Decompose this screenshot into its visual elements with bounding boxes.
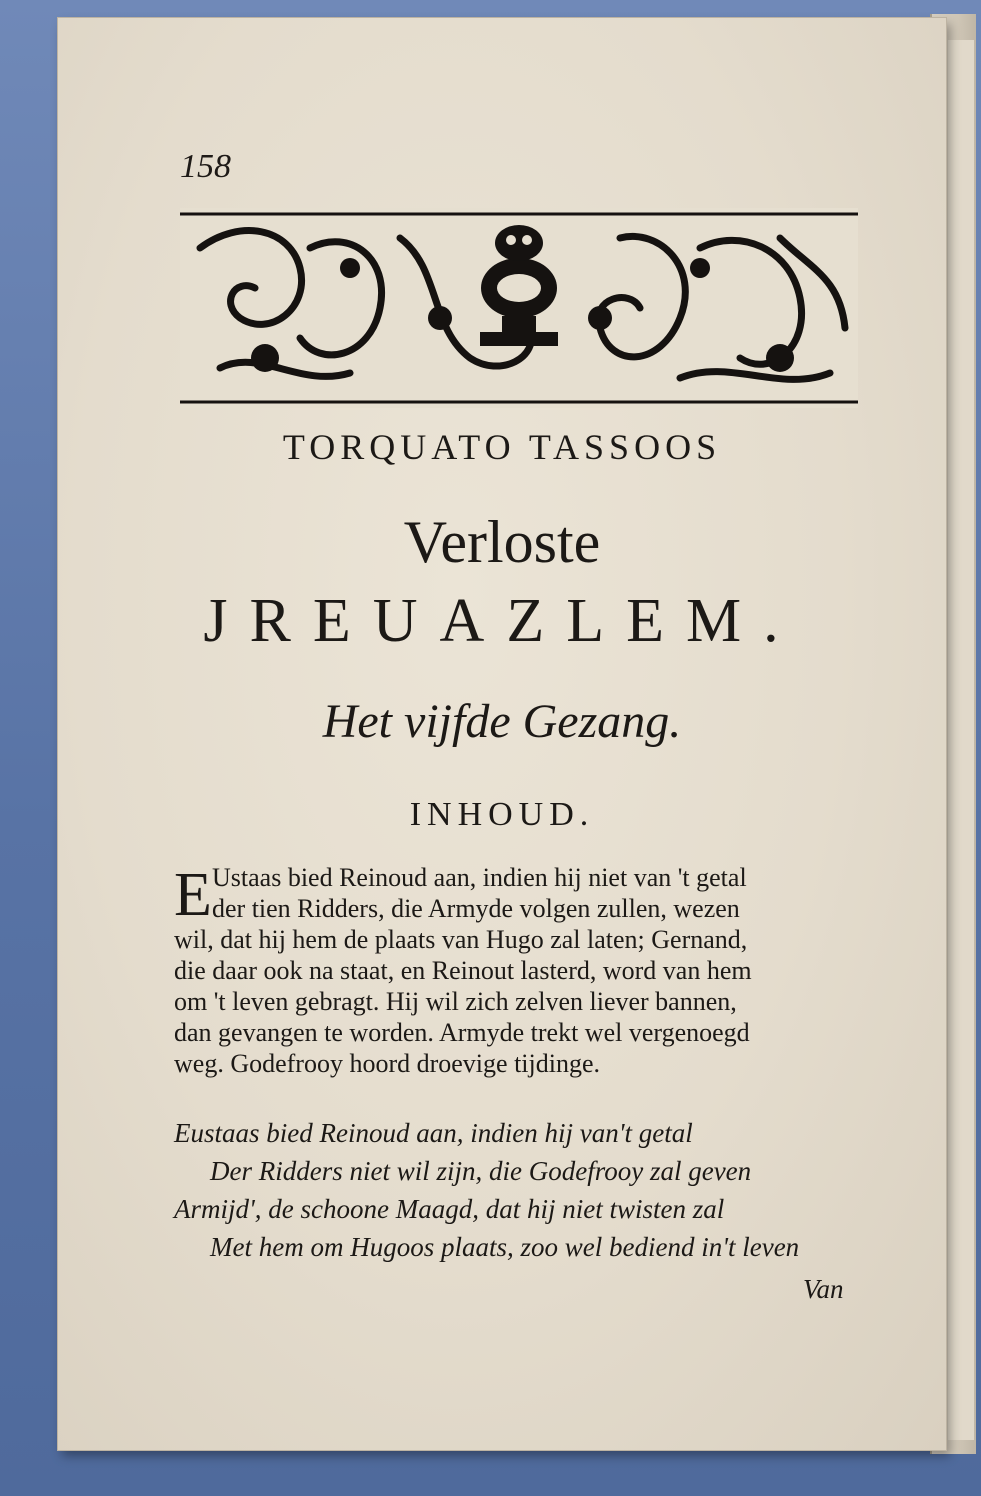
summary-paragraph xyxy=(174,862,870,1079)
facing-page-sheet xyxy=(948,40,974,1440)
author-title: TORQUATO TASSOOS xyxy=(282,427,722,467)
verse-line: Der Ridders niet wil zijn, die Godefrooy zal geven xyxy=(210,1156,752,1186)
drop-cap: E xyxy=(174,861,212,929)
summary-line: wil, dat hij hem de plaats van Hugo zal laten; Gernand, xyxy=(174,925,748,954)
book-page xyxy=(58,18,946,1450)
summary-line: weg. Godefrooy hoord droevige tijdinge. xyxy=(174,1049,601,1078)
verse-line: Met hem om Hugoos plaats, zoo wel bediend in't leven xyxy=(210,1232,800,1262)
verse-line: Armijd', de schoone Maagd, dat hij niet twisten zal xyxy=(174,1194,725,1224)
verse-stanza xyxy=(174,1114,874,1266)
summary-line: Ustaas bied Reinoud aan, indien hij niet van 't getal xyxy=(212,863,747,892)
summary-line: die daar ook na staat, en Reinout lasterd, word van hem xyxy=(174,956,752,985)
canto-heading: Het vijfde Gezang. xyxy=(322,695,682,748)
page-number: 158 xyxy=(180,148,231,185)
work-title-line: Verloste xyxy=(403,509,601,575)
verse-line: Eustaas bied Reinoud aan, indien hij van't getal xyxy=(174,1118,693,1148)
headpiece-ornament xyxy=(180,208,858,408)
contents-heading: INHOUD. xyxy=(409,796,595,833)
summary-line: dan gevangen te worden. Armyde trekt wel vergenoegd xyxy=(174,1018,750,1047)
work-title-main: JREUAZLEM. xyxy=(203,587,801,655)
summary-line: der tien Ridders, die Armyde volgen zullen, wezen xyxy=(212,894,740,923)
summary-line: om 't leven gebragt. Hij wil zich zelven liever bannen, xyxy=(174,987,737,1016)
catchword: Van xyxy=(803,1274,844,1304)
